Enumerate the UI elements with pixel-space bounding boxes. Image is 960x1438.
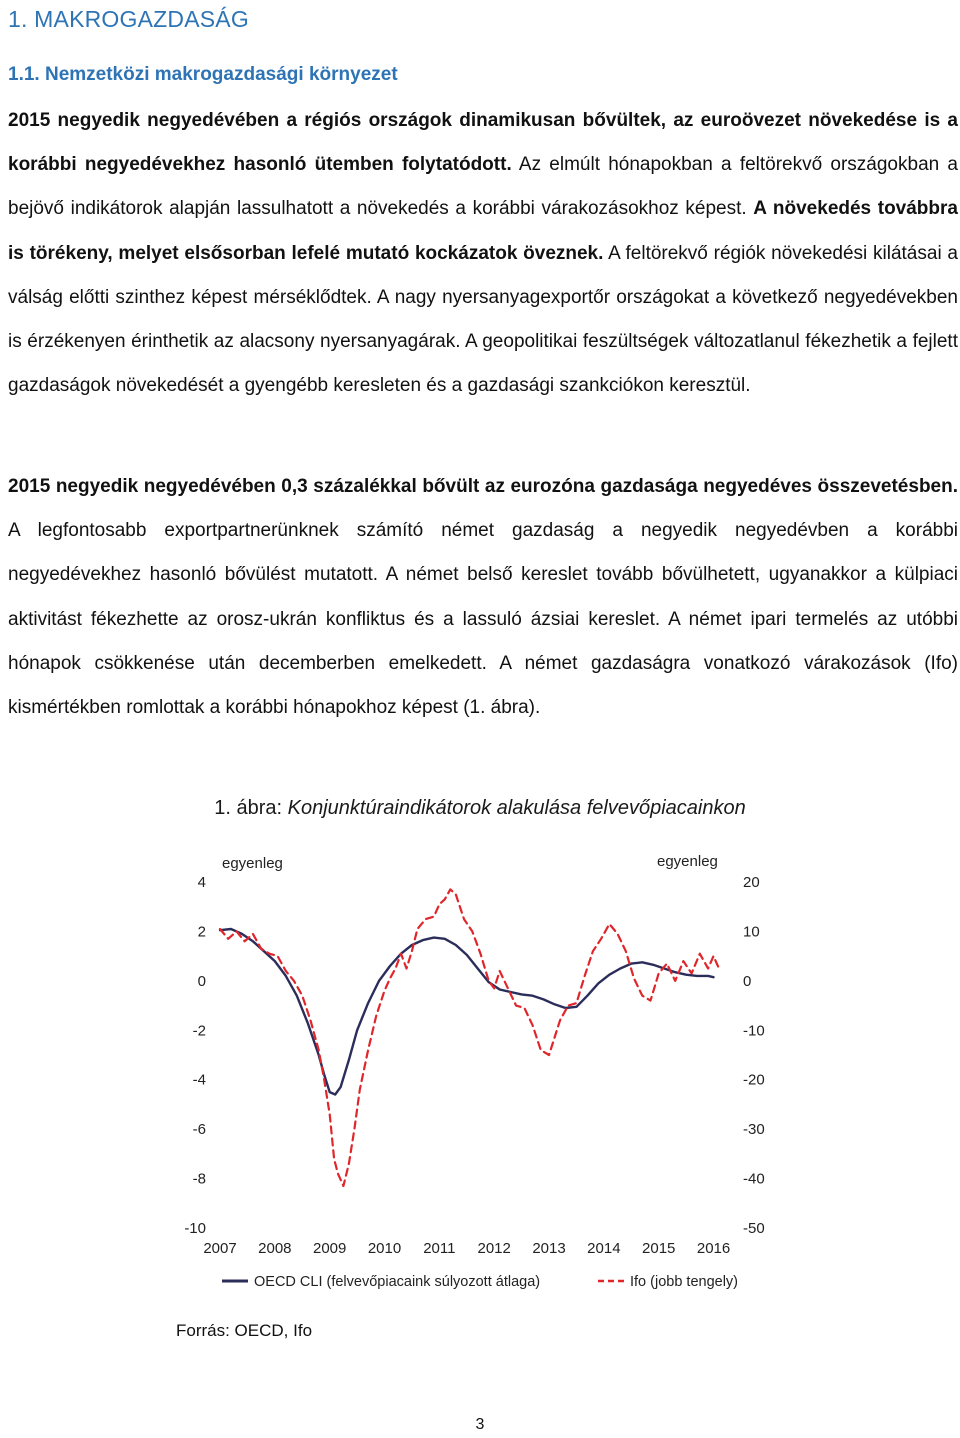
series-line-oecd-cli (220, 929, 714, 1095)
left-tick-label: -6 (192, 1121, 206, 1139)
left-tick-label: -8 (192, 1170, 206, 1188)
right-tick-label: -30 (743, 1121, 765, 1139)
legend-label-ifo: Ifo (jobb tengely) (630, 1274, 739, 1290)
left-axis-ticks (184, 874, 206, 1237)
legend-label-oecd-cli: OECD CLI (felvevőpiacaink súlyozott átlaga) (254, 1274, 541, 1290)
series-layer (220, 889, 719, 1186)
right-axis-ticks (743, 874, 765, 1237)
right-tick-label: -50 (743, 1220, 765, 1237)
chart-legend (222, 1274, 738, 1290)
figure-title: Konjunktúraindikátorok alakulása felvevőpiacainkon (287, 797, 746, 819)
paragraph-1-bold-1: 2015 negyedik negyedévében a régiós országok dinamikusan bővültek, az euroövezet növekedése is a korábbi negyedévekhez hasonló ütemben folytatódott. (8, 110, 958, 176)
figure-caption (0, 797, 960, 820)
x-tick-label: 2011 (423, 1240, 456, 1257)
figure-source: Forrás: OECD, Ifo (176, 1321, 313, 1340)
right-tick-label: 0 (743, 972, 752, 990)
paragraph-1-bold-2: A növekedés továbbra is törékeny, melyet elsősorban lefelé mutató kockázatok öveznek. (8, 198, 958, 264)
x-tick-label: 2010 (367, 1240, 402, 1257)
x-tick-label: 2009 (312, 1240, 347, 1257)
x-axis-ticks (203, 1240, 730, 1257)
right-tick-label: 20 (743, 874, 760, 891)
left-axis-label: egyenleg (222, 855, 283, 872)
paragraph-2 (8, 465, 958, 730)
left-tick-label: -2 (192, 1022, 206, 1040)
conjuncture-chart (170, 845, 790, 1305)
paragraph-1 (8, 99, 958, 408)
section-heading: 1.1. Nemzetközi makrogazdasági környezet (8, 64, 398, 85)
x-tick-label: 2007 (203, 1240, 237, 1257)
left-tick-label: 4 (197, 874, 206, 891)
x-tick-label: 2013 (532, 1240, 566, 1257)
right-tick-label: -10 (743, 1022, 765, 1040)
x-tick-label: 2016 (696, 1240, 731, 1257)
x-tick-label: 2012 (477, 1240, 511, 1257)
x-tick-label: 2014 (587, 1240, 621, 1257)
right-tick-label: 10 (743, 923, 760, 941)
x-tick-label: 2015 (642, 1240, 676, 1257)
page-number: 3 (475, 1416, 485, 1433)
left-tick-label: 0 (197, 972, 206, 990)
paragraph-2-bold-1: 2015 negyedik negyedévében 0,3 százalékkal bővült az eurozóna gazdasága negyedéves összevetésben. (8, 476, 958, 497)
right-tick-label: -40 (743, 1170, 765, 1188)
right-tick-label: -20 (743, 1071, 765, 1089)
left-tick-label: -4 (192, 1071, 206, 1089)
figure-number: 1. ábra: (214, 797, 288, 819)
chapter-heading: 1. MAKROGAZDASÁG (8, 6, 249, 32)
paragraph-1-text-1: Az elmúlt hónapokban a feltörekvő országokban a bejövő indikátorok alapján lassulhatott a növekedés a korábbi várakozásokhoz képest. (8, 154, 958, 220)
x-tick-label: 2008 (258, 1240, 292, 1257)
right-axis-label: egyenleg (657, 853, 718, 870)
paragraph-2-text-1: A legfontosabb exportpartnerünknek számító német gazdaság a negyedik negyedévben a korábbi negyedévekhez hasonló bővülést mutatott. A német belső kereslet tovább bővülhetett, ugyanakkor a külpiaci aktivitást fékezhette az orosz-ukrán konfliktus és a lassuló ázsiai kereslet. A német ipari termelés az utóbbi hónapok csökkenése után decemberben emelkedett. A német gazdaságra vonatkozó várakozások (Ifo) kismértékben romlottak a korábbi hónapokhoz képest (1. ábra). (8, 520, 958, 719)
series-line-ifo (220, 889, 719, 1186)
left-tick-label: 2 (197, 923, 206, 941)
left-tick-label: -10 (184, 1220, 206, 1237)
paragraph-1-text-2: A feltörekvő régiók növekedési kilátásai a válság előtti szinthez képest mérséklődtek. A nagy nyersanyagexportőr országokat a következő negyedévekben is érzékenyen érinthetik az alacsony nyersanyagárak. A geopolitikai feszültségek változatlanul fékezhetik a fejlett gazdaságok növekedését a gyengébb keresleten és a gazdasági szankciókon keresztül. (8, 242, 958, 397)
